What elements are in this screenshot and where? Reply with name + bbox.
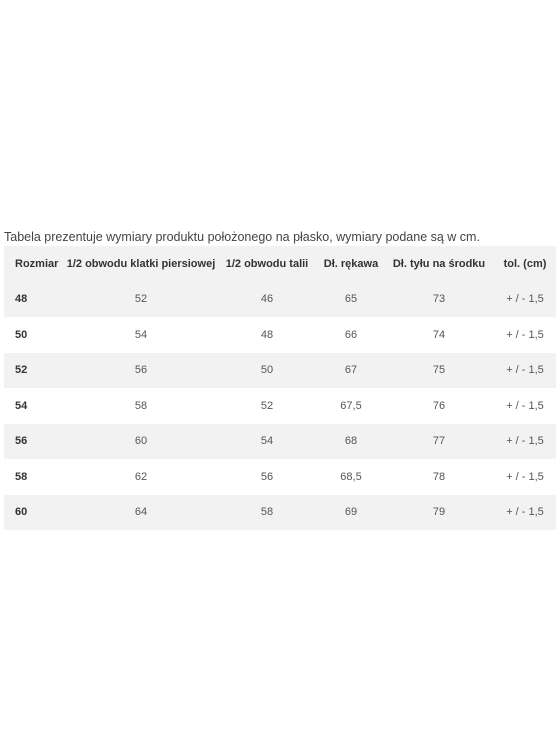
cell-chest: 52: [134, 293, 148, 306]
cell-waist: 50: [260, 364, 274, 377]
cell-sleeve: 68: [344, 435, 358, 448]
cell-tolerance: + / - 1,5: [506, 364, 544, 377]
table-row: [4, 388, 556, 424]
cell-sleeve: 66: [344, 328, 358, 341]
header-sleeve: Dł. rękawa: [323, 257, 379, 270]
cell-sleeve: 65: [344, 293, 358, 306]
cell-sleeve: 67,5: [340, 399, 362, 412]
cell-chest: 56: [134, 364, 148, 377]
cell-size: 48: [15, 293, 28, 306]
cell-waist: 54: [260, 435, 274, 448]
header-chest: 1/2 obwodu klatki piersiowej: [66, 257, 216, 270]
cell-tolerance: + / - 1,5: [506, 470, 544, 483]
table-row: [4, 353, 556, 389]
cell-back-length: 76: [432, 399, 446, 412]
cell-waist: 56: [260, 470, 274, 483]
table-row: [4, 459, 556, 495]
header-tolerance: tol. (cm): [503, 257, 547, 270]
table-header-row: [4, 246, 556, 282]
cell-back-length: 74: [432, 328, 446, 341]
cell-size: 50: [15, 328, 28, 341]
cell-size: 58: [15, 470, 28, 483]
cell-chest: 54: [134, 328, 148, 341]
cell-tolerance: + / - 1,5: [506, 293, 544, 306]
cell-back-length: 73: [432, 293, 446, 306]
cell-sleeve: 68,5: [340, 470, 362, 483]
header-size: Rozmiar: [15, 257, 59, 270]
cell-size: 60: [15, 506, 28, 519]
cell-tolerance: + / - 1,5: [506, 435, 544, 448]
table-row: [4, 317, 556, 353]
cell-chest: 60: [134, 435, 148, 448]
cell-tolerance: + / - 1,5: [506, 506, 544, 519]
header-back-length: Dł. tyłu na środku: [392, 257, 486, 270]
cell-tolerance: + / - 1,5: [506, 328, 544, 341]
cell-size: 56: [15, 435, 28, 448]
cell-chest: 64: [134, 506, 148, 519]
cell-chest: 62: [134, 470, 148, 483]
header-waist: 1/2 obwodu talii: [225, 257, 309, 270]
cell-waist: 58: [260, 506, 274, 519]
cell-sleeve: 67: [344, 364, 358, 377]
cell-back-length: 77: [432, 435, 446, 448]
cell-waist: 48: [260, 328, 274, 341]
table-row: [4, 282, 556, 318]
cell-waist: 52: [260, 399, 274, 412]
cell-tolerance: + / - 1,5: [506, 399, 544, 412]
cell-size: 54: [15, 399, 28, 412]
cell-chest: 58: [134, 399, 148, 412]
cell-size: 52: [15, 364, 28, 377]
table-description: Tabela prezentuje wymiary produktu położonego na płasko, wymiary podane są w cm.: [4, 229, 480, 244]
cell-waist: 46: [260, 293, 274, 306]
table-row: [4, 495, 556, 531]
cell-back-length: 79: [432, 506, 446, 519]
size-table: [4, 246, 556, 530]
cell-sleeve: 69: [344, 506, 358, 519]
table-row: [4, 424, 556, 460]
cell-back-length: 75: [432, 364, 446, 377]
cell-back-length: 78: [432, 470, 446, 483]
